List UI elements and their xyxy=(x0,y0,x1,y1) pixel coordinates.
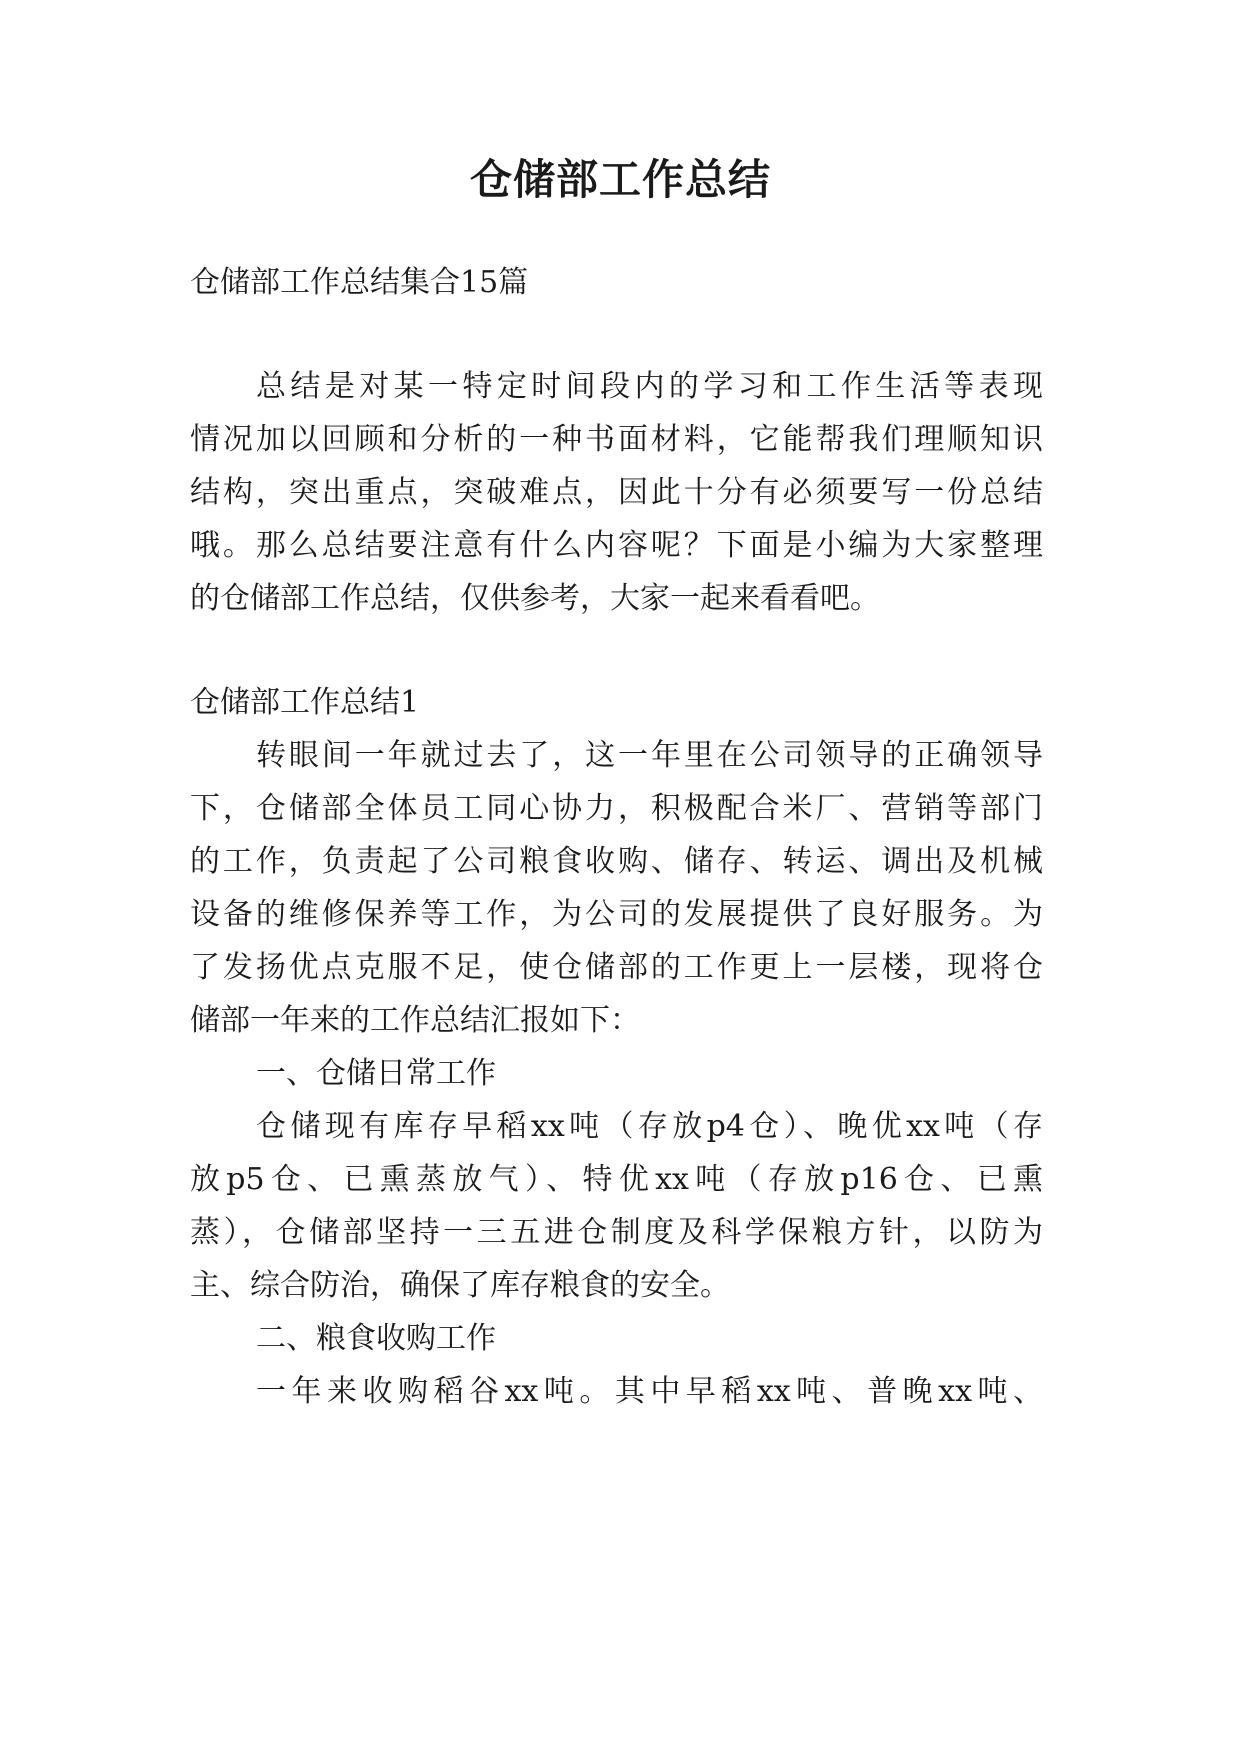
section-heading: 仓储部工作总结1 xyxy=(190,685,420,720)
section-paragraph-line: 下，仓储部全体员工同心协力，积极配合米厂、营销等部门 xyxy=(190,791,1043,826)
subsection-line: 蒸），仓储部坚持一三五进仓制度及科学保粮方针，以防为 xyxy=(190,1215,1043,1250)
document-subtitle: 仓储部工作总结集合15篇 xyxy=(190,265,529,300)
section-paragraph-line: 的工作，负责起了公司粮食收购、储存、转运、调出及机械 xyxy=(190,844,1043,879)
document-title: 仓储部工作总结 xyxy=(469,155,771,204)
subsection-line: 一年来收购稻谷xx吨。其中早稻xx吨、普晚xx吨、 xyxy=(256,1374,1043,1409)
intro-line: 哦。那么总结要注意有什么内容呢？下面是小编为大家整理 xyxy=(190,528,1043,563)
intro-line: 情况加以回顾和分析的一种书面材料，它能帮我们理顺知识 xyxy=(190,422,1043,457)
intro-line: 结构，突出重点，突破难点，因此十分有必须要写一份总结 xyxy=(190,475,1043,510)
subsection-heading: 一、仓储日常工作 xyxy=(256,1056,496,1091)
subsection-line: 主、综合防治，确保了库存粮食的安全。 xyxy=(190,1268,730,1303)
subsection-heading: 二、粮食收购工作 xyxy=(256,1321,496,1356)
section-paragraph-line: 设备的维修保养等工作，为公司的发展提供了良好服务。为 xyxy=(190,897,1043,932)
section-paragraph-line: 储部一年来的工作总结汇报如下： xyxy=(190,1003,640,1038)
subsection-line: 放p5仓、已熏蒸放气）、特优xx吨（存放p16仓、已熏 xyxy=(190,1162,1043,1197)
section-paragraph-line: 转眼间一年就过去了，这一年里在公司领导的正确领导 xyxy=(256,738,1043,773)
subsection-line: 仓储现有库存早稻xx吨（存放p4仓）、晚优xx吨（存 xyxy=(256,1109,1043,1144)
section-paragraph-line: 了发扬优点克服不足，使仓储部的工作更上一层楼，现将仓 xyxy=(190,950,1043,985)
intro-line: 的仓储部工作总结，仅供参考，大家一起来看看吧。 xyxy=(190,581,880,616)
intro-line: 总结是对某一特定时间段内的学习和工作生活等表现 xyxy=(256,369,1043,404)
